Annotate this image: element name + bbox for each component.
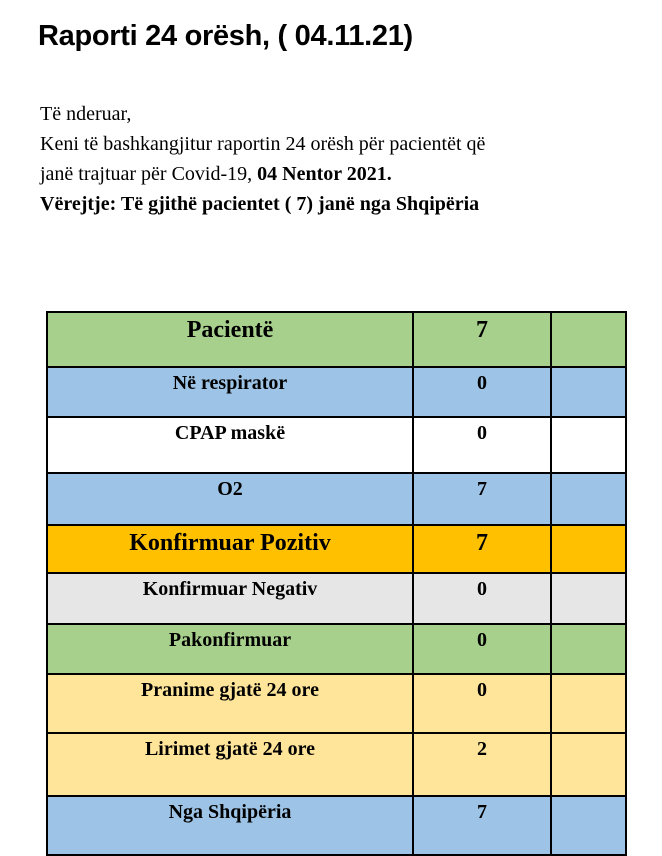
table-row xyxy=(47,312,626,367)
row-label: Pacientë xyxy=(47,312,413,367)
report-table xyxy=(46,311,627,856)
letter-line-1: Keni të bashkangjitur raportin 24 orësh për pacientët që xyxy=(40,133,486,155)
table-row xyxy=(47,624,626,674)
row-label: Konfirmuar Negativ xyxy=(47,573,413,624)
row-value: 0 xyxy=(413,367,551,417)
row-value: 0 xyxy=(413,573,551,624)
row-value: 0 xyxy=(413,417,551,473)
table-row xyxy=(47,473,626,525)
row-value: 7 xyxy=(413,796,551,855)
page-title: Raporti 24 orësh, ( 04.11.21) xyxy=(38,20,413,52)
row-empty-cell xyxy=(551,417,626,473)
row-label: Nga Shqipëria xyxy=(47,796,413,855)
row-label: O2 xyxy=(47,473,413,525)
row-value: 7 xyxy=(413,312,551,367)
table-row xyxy=(47,367,626,417)
row-label: Pranime gjatë 24 ore xyxy=(47,674,413,733)
table-row xyxy=(47,796,626,855)
table-row xyxy=(47,674,626,733)
row-empty-cell xyxy=(551,624,626,674)
row-label: Lirimet gjatë 24 ore xyxy=(47,733,413,796)
letter-line-2-text: janë trajtuar për Covid-19, xyxy=(40,163,258,185)
row-value: 2 xyxy=(413,733,551,796)
row-empty-cell xyxy=(551,573,626,624)
greeting: Të nderuar, xyxy=(40,103,132,125)
row-empty-cell xyxy=(551,674,626,733)
table-row xyxy=(47,417,626,473)
table-row xyxy=(47,573,626,624)
table-row xyxy=(47,525,626,573)
note-text: Vërejtje: Të gjithë pacientet ( 7) janë nga Shqipëria xyxy=(40,193,480,215)
row-empty-cell xyxy=(551,367,626,417)
row-value: 0 xyxy=(413,674,551,733)
row-label: Pakonfirmuar xyxy=(47,624,413,674)
letter-line-2 xyxy=(40,159,640,189)
row-value: 0 xyxy=(413,624,551,674)
row-value: 7 xyxy=(413,525,551,573)
row-empty-cell xyxy=(551,796,626,855)
row-empty-cell xyxy=(551,473,626,525)
row-label: Konfirmuar Pozitiv xyxy=(47,525,413,573)
note-line xyxy=(40,189,640,219)
row-label: CPAP maskë xyxy=(47,417,413,473)
row-empty-cell xyxy=(551,525,626,573)
row-empty-cell xyxy=(551,733,626,796)
row-label: Në respirator xyxy=(47,367,413,417)
row-empty-cell xyxy=(551,312,626,367)
row-value: 7 xyxy=(413,473,551,525)
table-row xyxy=(47,733,626,796)
letter-body xyxy=(40,99,640,219)
report-table-body xyxy=(47,312,626,855)
report-date: 04 Nentor 2021. xyxy=(257,163,392,185)
